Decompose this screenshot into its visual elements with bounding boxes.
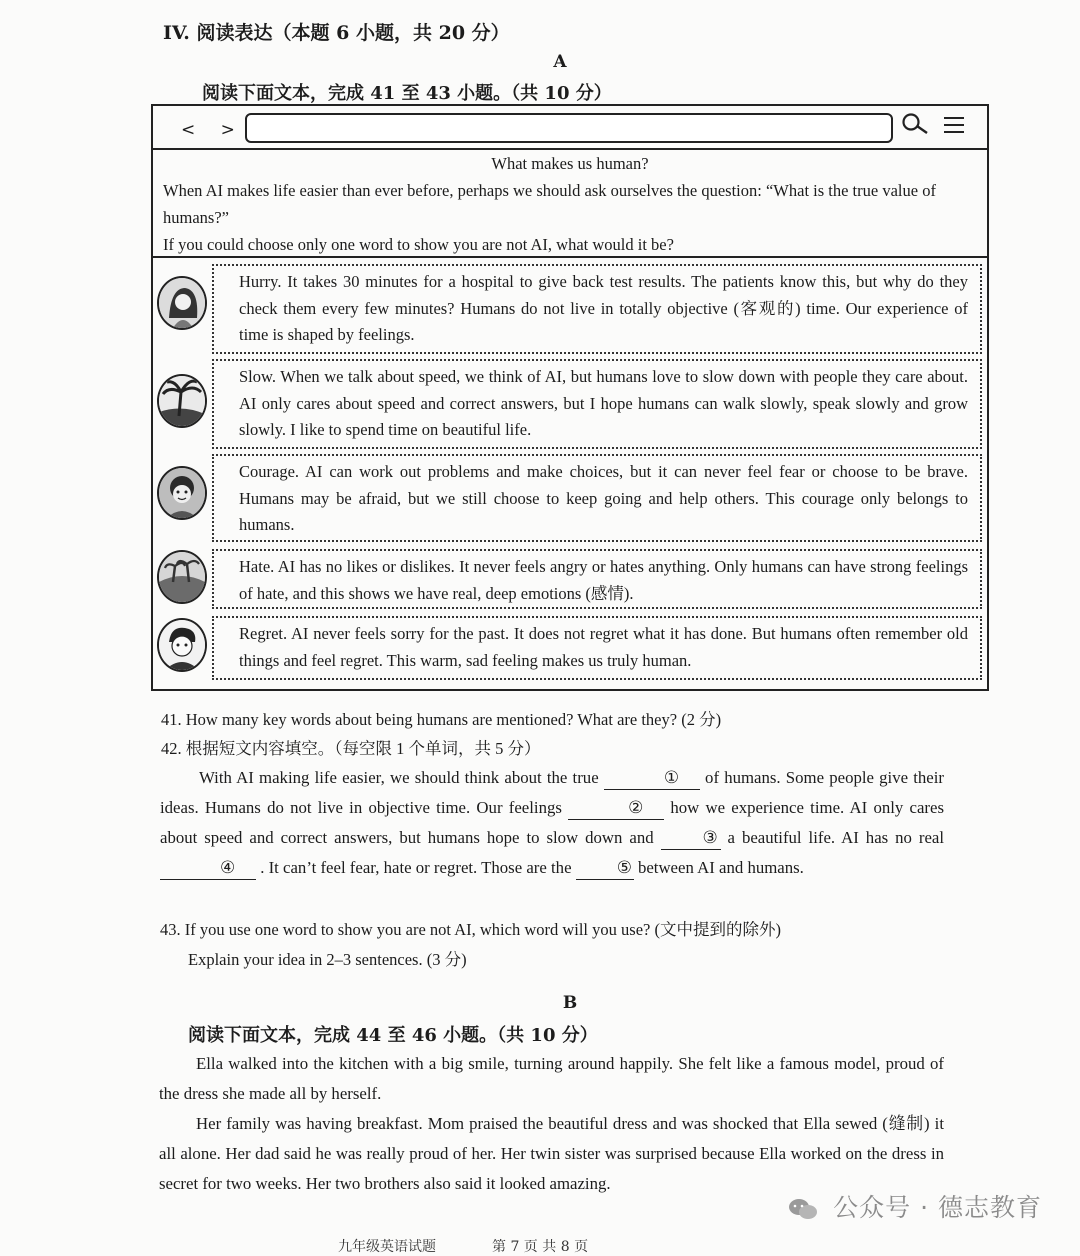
footer-grade: 九年级英语试题: [338, 1239, 436, 1255]
paragraph: Ella walked into the kitchen with a big smile, turning around happily. She felt like a famous model, proud of the dress she made all by herself.: [159, 1054, 944, 1103]
fill-text: between AI and humans.: [637, 858, 804, 877]
part-b-letter: B: [562, 993, 578, 1013]
entry-hurry: [212, 264, 982, 354]
avatar: [157, 276, 207, 330]
avatar: [157, 618, 207, 672]
entry-slow: [212, 359, 982, 449]
part-a-instruction: 阅读下面文本，完成 41 至 43 小题。（共 10 分）: [202, 83, 612, 104]
question-43-sub: Explain your idea in 2–3 sentences. (3 分): [188, 950, 467, 969]
question-43: 43. If you use one word to show you are not AI, which word will you use? (文中提到的除外): [160, 920, 781, 939]
footer-page: 第 7 页 共 8 页: [492, 1239, 589, 1255]
back-forward-icon[interactable]: < >: [181, 120, 245, 140]
avatar: [157, 466, 207, 520]
wechat-icon: [788, 1197, 818, 1221]
watermark: [788, 1188, 1042, 1224]
fill-text: a beautiful life. AI has no real: [727, 828, 945, 847]
fill-text: of humans. Some people give their ideas. Humans do not live in objective time. Our feelings: [160, 768, 944, 817]
entry-text: Regret. AI never feels sorry for the past. It does not regret what it has done. But humans often remember old things and feel regret. This warm, sad feeling makes us truly human.: [239, 624, 968, 670]
palm-tree-icon: [159, 376, 205, 426]
entry-text: Slow. When we talk about speed, we think of AI, but humans love to slow down with people they care about. AI only cares about speed and correct answers, but I hope humans can walk slowly, speak slowly and grow slowly. I like to spend time on beautiful life.: [239, 367, 968, 439]
blank-3[interactable]: ③: [661, 827, 721, 850]
article-title: What makes us human?: [491, 154, 649, 173]
menu-icon[interactable]: [943, 115, 965, 135]
entry-courage: [212, 454, 982, 542]
entry-text: Hurry. It takes 30 minutes for a hospital to give back test results. The patients know this, but why do they check them every few minutes? Humans do not live in totally objective (客观的) time. Our experience of time is shaped by feelings.: [239, 272, 968, 344]
part-b-instruction: 阅读下面文本，完成 44 至 46 小题。（共 10 分）: [188, 1025, 598, 1046]
question-42: 42. 根据短文内容填空。（每空限 1 个单词，共 5 分）: [161, 739, 541, 758]
question-41: 41. How many key words about being humans are mentioned? What are they? (2 分): [161, 710, 722, 729]
section-divider: [153, 256, 987, 258]
avatar: [157, 374, 207, 428]
cartoon-boy-icon: [159, 620, 205, 670]
entry-text: Hate. AI has no likes or dislikes. It never feels angry or hates anything. Only humans can have strong feelings of hate, and this shows we have real, deep emotions (感情).: [239, 557, 968, 603]
fill-text: how we experience time. AI only cares about speed and correct answers, but humans hope to slow down and: [160, 798, 944, 847]
search-icon[interactable]: [901, 112, 929, 138]
fill-text: . It can’t feel fear, hate or regret. Those are the: [260, 858, 572, 877]
watermark-text: 公众号 · 德志教育: [833, 1193, 1042, 1222]
fill-text: With AI making life easier, we should think about the true: [199, 768, 599, 787]
entry-text: Courage. AI can work out problems and make choices, but it can never feel fear or choose to be brave. Humans may be afraid, but we still choose to keep going and help others. This courage only belongs to humans.: [239, 462, 968, 534]
entry-regret: [212, 616, 982, 680]
fill-in-passage: [160, 763, 944, 883]
intro-question: When AI makes life easier than ever before, perhaps we should ask ourselves the question: “What is the true value of humans?”: [163, 181, 936, 227]
article-intro: [163, 150, 977, 258]
blank-2[interactable]: ②: [568, 797, 664, 820]
boy-portrait-icon: [159, 468, 205, 518]
girl-portrait-icon: [159, 278, 205, 328]
browser-window: [151, 104, 989, 691]
avatar: [157, 550, 207, 604]
landscape-icon: [159, 552, 205, 602]
part-a-letter: A: [553, 52, 567, 72]
address-bar[interactable]: [245, 113, 893, 143]
section-title: IV. 阅读表达（本题 6 小题，共 20 分）: [163, 22, 510, 44]
blank-1[interactable]: ①: [604, 767, 700, 790]
intro-prompt: If you could choose only one word to show you are not AI, what would it be?: [163, 235, 674, 254]
paragraph: Her family was having breakfast. Mom praised the beautiful dress and was shocked that Ella sewed (缝制) it all alone. Her dad said he was really proud of her. Her twin sister was surprised because Ella worked on the dress in secret for two weeks. Her two brothers also said it looked amazing.: [159, 1114, 944, 1193]
blank-5[interactable]: ⑤: [576, 857, 634, 880]
browser-toolbar: [153, 106, 987, 150]
entry-hate: [212, 549, 982, 609]
blank-4[interactable]: ④: [160, 857, 256, 880]
